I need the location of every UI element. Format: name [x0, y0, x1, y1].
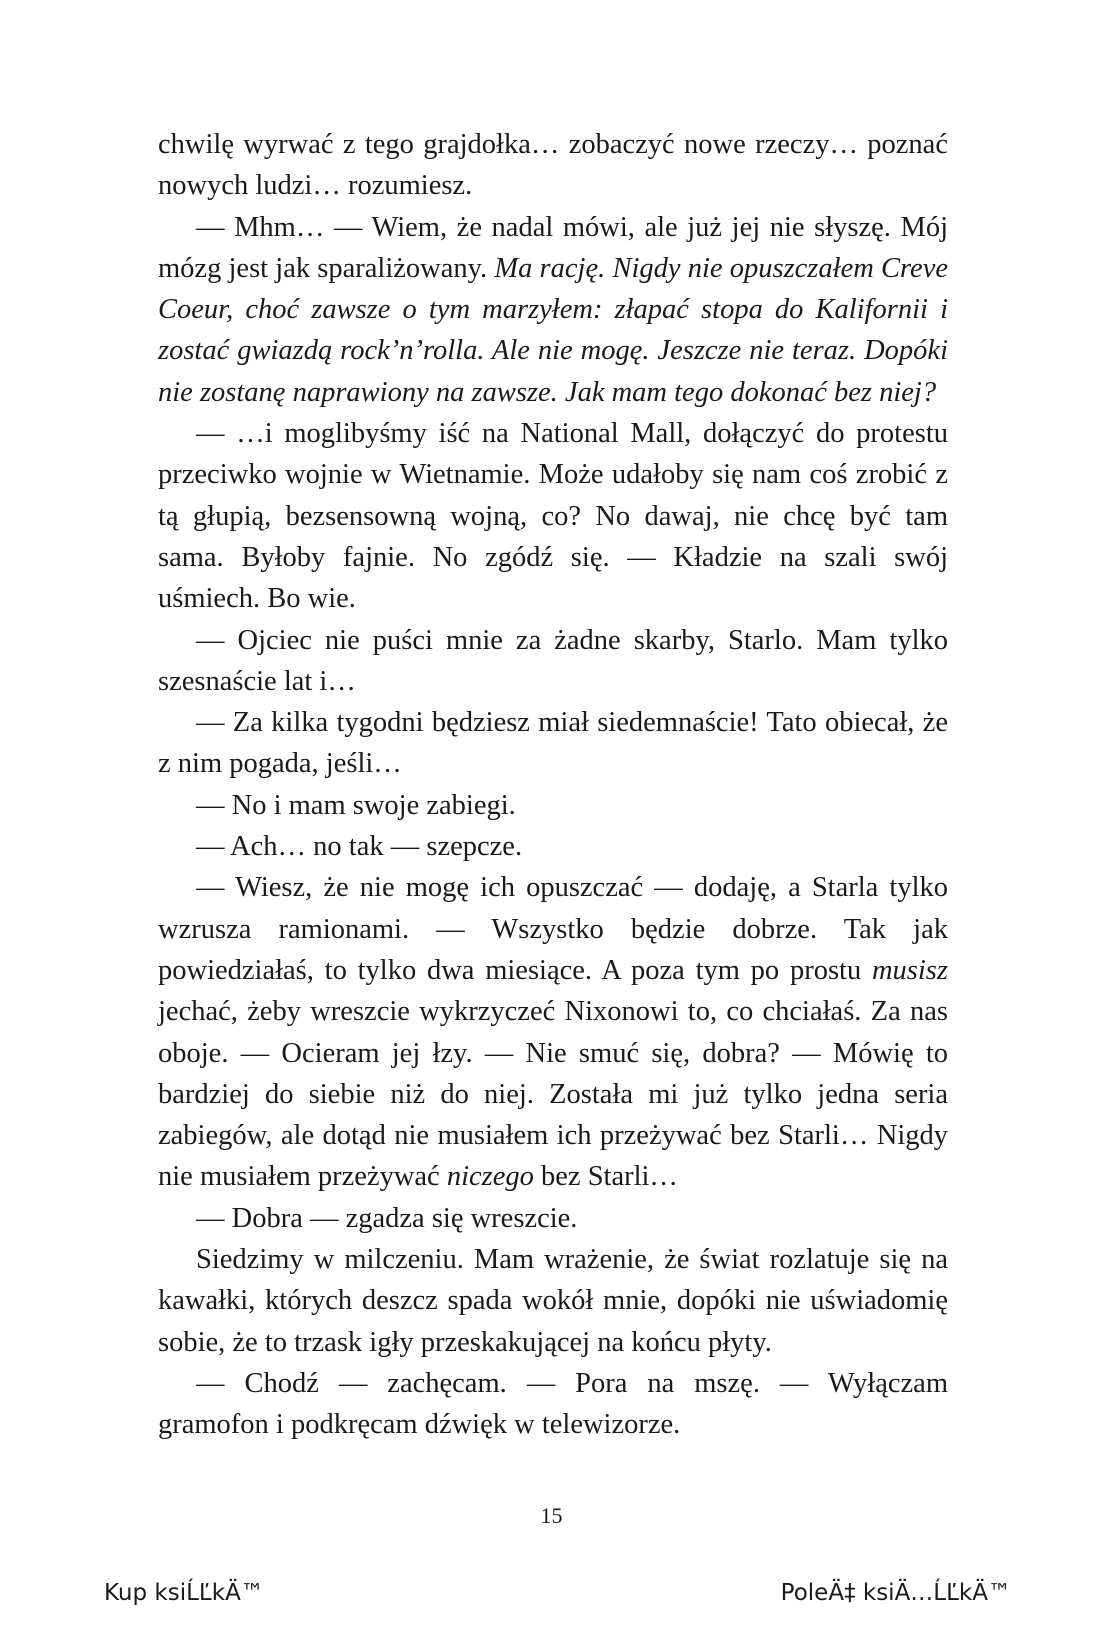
buy-book-link[interactable]: Kup ksiĹĽkÄ™: [104, 1580, 264, 1606]
paragraph: [158, 1363, 948, 1446]
italic-text: niczego: [446, 1161, 534, 1193]
page-number: 15: [540, 1503, 563, 1528]
text-run: Siedzimy w milczeniu. Mam wrażenie, że świat rozlatuje się na kawałki, których deszcz spada wokół mnie, dopóki nie uświadomię sobie, że to trzask igły przeskakującej na końcu płyty.: [158, 1244, 948, 1358]
text-run: bez Starli…: [533, 1161, 678, 1193]
paragraph: [158, 124, 948, 207]
paragraph: [158, 1198, 948, 1239]
italic-text: musisz: [871, 954, 948, 986]
text-run: — No i mam swoje zabiegi.: [196, 789, 516, 821]
paragraph: [158, 702, 948, 785]
text-run: — Wiesz, że nie mogę ich opuszczać — dodaję, a Starla tylko wzrusza ramionami. — Wszystko będzie dobrze. Tak jak powiedziałaś, to tylko dwa miesiące. A poza tym po prostu: [158, 872, 948, 986]
text-run: — Za kilka tygodni będziesz miał siedemnaście! Tato obiecał, że z nim pogada, jeśli…: [158, 707, 948, 780]
text-run: — Dobra — zgadza się wreszcie.: [196, 1202, 578, 1234]
text-run: — Ach… no tak — szepcze.: [196, 831, 523, 863]
paragraph: [158, 1239, 948, 1363]
text-run: — Mhm… — Wiem, że nadal mówi, ale już jej nie słyszę. Mój mózg jest jak sparaliżowany.: [158, 211, 948, 284]
paragraph: [158, 785, 948, 826]
text-run: chwilę wyrwać z tego grajdołka… zobaczyć nowe rzeczy… poznać nowych ludzi… rozumiesz.: [158, 129, 948, 202]
recommend-book-link[interactable]: PoleÄ‡ ksiÄ…ĹĽkÄ™: [780, 1580, 1011, 1606]
italic-text: Ma rację. Nigdy nie opuszczałem Creve Coeur, choć zawsze o tym marzyłem: złapać stopa do Kalifornii i zostać gwiazdą rock’n’rolla. Ale nie mogę. Jeszcze nie teraz. Dopóki nie zostanę naprawiony na zawsze. Jak mam tego dokonać bez niej?: [158, 252, 948, 408]
text-run: — Ojciec nie puści mnie za żadne skarby, Starlo. Mam tylko szesnaście lat i…: [158, 624, 948, 697]
paragraph: [158, 867, 948, 1197]
text-run: — …i moglibyśmy iść na National Mall, dołączyć do protestu przeciwko wojnie w Wietnamie. Może udałoby się nam coś zrobić z tą głupią, bezsensowną wojną, co? No dawaj, nie chcę być tam sama. Byłoby fajnie. No zgódź się. — Kładzie na szali swój uśmiech. Bo wie.: [158, 418, 948, 615]
body-text: [158, 124, 948, 1446]
paragraph: [158, 207, 948, 413]
paragraph: [158, 826, 948, 867]
text-run: jechać, żeby wreszcie wykrzyczeć Nixonowi to, co chciałaś. Za nas oboje. — Ocieram jej łzy. — Nie smuć się, dobra? — Mówię to bardziej do siebie niż do niej. Została mi już tylko jedna seria zabiegów, ale dotąd nie musiałem ich przeżywać bez Starli… Nigdy nie musiałem przeżywać: [158, 996, 948, 1193]
paragraph: [158, 620, 948, 703]
text-run: — Chodź — zachęcam. — Pora na mszę. — Wyłączam gramofon i podkręcam dźwięk w telewizorze.: [158, 1367, 948, 1441]
paragraph: [158, 413, 948, 619]
